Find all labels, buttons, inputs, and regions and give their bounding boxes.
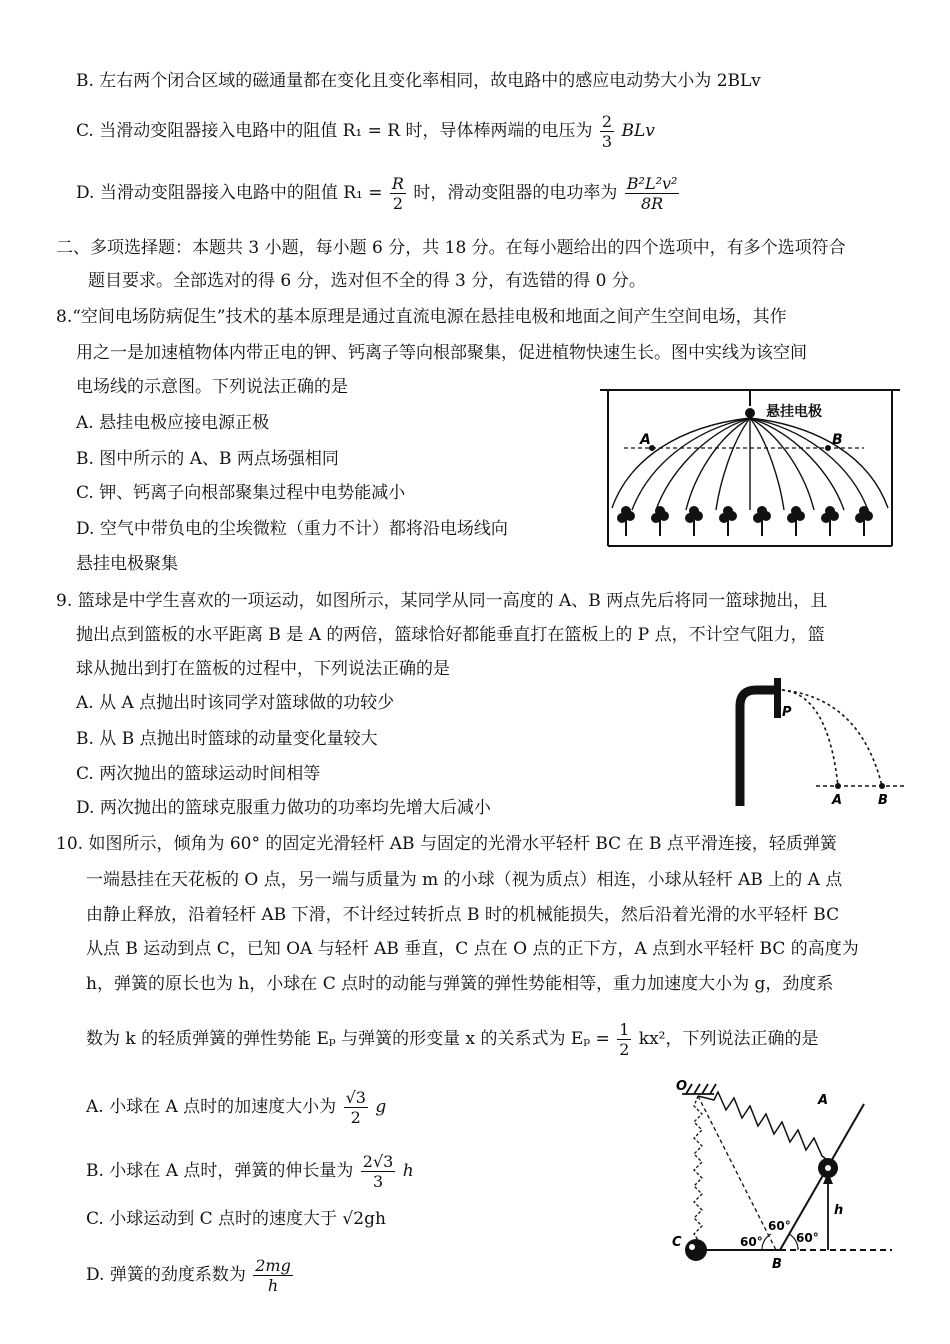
plant-icon — [685, 506, 703, 536]
q10-label-h: h — [834, 1203, 844, 1218]
q9-stem-line2: 抛出点到篮板的水平距离 B 是 A 的两倍，篮球恰好都能垂直打在篮板上的 P 点，不计空气阻力，篮 — [76, 625, 825, 645]
plant-icon — [753, 506, 771, 536]
q8-label-b: B — [832, 432, 843, 448]
q8-electric-field-figure — [590, 378, 910, 550]
q10-rod-ab — [780, 1104, 864, 1250]
q10-stem-line1: 10. 如图所示，倾角为 60° 的固定光滑轻杆 AB 与固定的光滑水平轻杆 BC 在 B 点平滑连接，轻质弹簧 — [56, 834, 837, 854]
q10-ball-highlight — [825, 1165, 831, 1171]
q9-option-a: A. 从 A 点抛出时该同学对篮球做的功较少 — [76, 693, 395, 713]
q7-option-d-mid: 时，滑动变阻器的电功率为 — [413, 183, 618, 203]
q9-label-p: P — [782, 705, 792, 720]
q10-option-a-unit: g — [375, 1097, 387, 1117]
q10-spring — [698, 1092, 830, 1162]
q7-option-b: B. 左右两个闭合区域的磁通量都在变化且变化率相同，故电路中的感应电动势大小为 2BLv — [76, 71, 761, 91]
q10-spring-rod-figure — [668, 1074, 900, 1274]
plant-icon — [651, 506, 669, 536]
q8-electrode — [745, 408, 755, 418]
q10-option-b-fraction: $\frac{2√3}{3}$ — [362, 1152, 394, 1191]
field-line — [750, 418, 888, 508]
q8-option-d-line2: 悬挂电极聚集 — [76, 554, 178, 574]
q10-stem-line6-text: 数为 k 的轻质弹簧的弹性势能 Eₚ 与弹簧的形变量 x 的关系式为 Eₚ = — [86, 1029, 610, 1049]
q8-point-b — [825, 445, 831, 451]
q8-stem-line1: 8.“空间电场防病促生”技术的基本原理是通过直流电源在悬挂电极和地面之间产生空间电场，其作 — [56, 307, 787, 327]
q10-stem-line6-post: kx²，下列说法正确的是 — [638, 1029, 819, 1049]
plant-icon — [821, 506, 839, 536]
q7-option-c-text: C. 当滑动变阻器接入电路中的阻值 R₁ = R 时，导体棒两端的电压为 — [76, 121, 593, 141]
section2-line1: 二、多项选择题：本题共 3 小题，每小题 6 分，共 18 分。在每小题给出的四个选项中，有多个选项符合 — [56, 238, 846, 258]
q10-option-a-fraction: $\frac{√3}{2}$ — [345, 1088, 366, 1127]
q7-option-d-text: D. 当滑动变阻器接入电路中的阻值 R₁ = — [76, 183, 383, 203]
q7-option-c — [76, 112, 655, 151]
field-line — [612, 418, 750, 508]
section2-line2: 题目要求。全部选对的得 6 分，选对但不全的得 3 分，有选错的得 0 分。 — [88, 271, 646, 291]
q9-trajectory-b — [782, 690, 882, 786]
q10-label-a: A — [818, 1093, 829, 1108]
q10-label-b: B — [772, 1257, 782, 1272]
q10-stem-line3: 由静止释放，沿着轻杆 AB 下滑，不计经过转折点 B 时的机械能损失，然后沿着光滑的水平轻杆 BC — [86, 905, 840, 925]
q10-ball-highlight — [689, 1244, 695, 1250]
q10-angle-label-3: 60° — [796, 1231, 819, 1245]
q8-option-b: B. 图中所示的 A、B 两点场强相同 — [76, 449, 339, 469]
q8-option-c: C. 钾、钙离子向根部聚集过程中电势能减小 — [76, 483, 406, 503]
q10-stem-line5: h，弹簧的原长也为 h，小球在 C 点时的动能与弹簧的弹性势能相等，重力加速度大小为 g，劲度系 — [86, 974, 834, 994]
plant-icon — [719, 506, 737, 536]
q10-ceiling — [682, 1084, 716, 1094]
q10-option-d-fraction: $\frac{2mg}{h}$ — [255, 1256, 291, 1295]
q8-plants — [617, 506, 873, 536]
q9-backboard — [774, 678, 781, 718]
plant-icon — [855, 506, 873, 536]
q10-stem-line2: 一端悬挂在天花板的 O 点，另一端与质量为 m 的小球（视为质点）相连，小球从轻杆 AB 上的 A 点 — [86, 870, 843, 890]
field-line — [750, 418, 844, 510]
plant-icon — [787, 506, 805, 536]
q8-stem-line3: 电场线的示意图。下列说法正确的是 — [76, 377, 348, 397]
q10-stem-line4: 从点 B 运动到点 C，已知 OA 与轻杆 AB 垂直，C 点在 O 点的正下方，A 点到水平轻杆 BC 的高度为 — [86, 939, 859, 959]
q8-option-d-line1: D. 空气中带负电的尘埃微粒（重力不计）都将沿电场线向 — [76, 519, 508, 539]
q9-option-c: C. 两次抛出的篮球运动时间相等 — [76, 764, 321, 784]
q8-label-a: A — [640, 432, 651, 448]
q8-stem-line2: 用之一是加速植物体内带正电的钾、钙离子等向根部聚集，促进植物快速生长。图中实线为该空间 — [76, 343, 807, 363]
q9-point-a — [835, 783, 841, 789]
q10-label-o: O — [676, 1079, 688, 1094]
q10-dashed-ob — [698, 1096, 776, 1250]
q10-energy-fraction: $\frac{1}{2}$ — [619, 1020, 630, 1059]
q9-basketball-figure — [720, 676, 910, 812]
q7-option-d-fraction-2: $\frac{\text{B²L²v²}}{8R}$ — [626, 174, 678, 213]
q7-option-c-unit: BLv — [621, 121, 655, 141]
q10-stem-line6 — [86, 1020, 819, 1059]
q9-point-b — [879, 783, 885, 789]
q10-option-a-text: A. 小球在 A 点时的加速度大小为 — [86, 1097, 337, 1117]
q10-label-c: C — [672, 1235, 682, 1250]
q9-hoop-pole — [740, 690, 778, 806]
q7-option-c-fraction: $\frac{2}{3}$ — [601, 112, 613, 151]
q9-label-b: B — [878, 793, 888, 808]
q8-option-a: A. 悬挂电极应接电源正极 — [76, 413, 270, 433]
q8-electrode-label: 悬挂电极 — [766, 404, 822, 420]
q9-stem-line1: 9. 篮球是中学生喜欢的一项运动，如图所示，某同学从同一高度的 A、B 两点先后将同一篮球抛出，且 — [56, 591, 828, 611]
q9-option-d: D. 两次抛出的篮球克服重力做功的功率均先增大后减小 — [76, 798, 491, 818]
q10-option-d-text: D. 弹簧的劲度系数为 — [86, 1265, 246, 1285]
q9-label-a: A — [832, 793, 843, 808]
q10-option-a — [86, 1088, 386, 1127]
q10-option-c: C. 小球运动到 C 点时的速度大于 √2gh — [86, 1209, 386, 1229]
q7-option-d — [76, 174, 681, 213]
q10-ball-at-c — [685, 1239, 707, 1261]
q10-option-b-unit: h — [402, 1161, 414, 1181]
q10-angle-label-2: 60° — [740, 1235, 763, 1249]
q10-dashed-spring — [694, 1096, 702, 1240]
field-line — [656, 418, 750, 510]
q10-option-b-text: B. 小球在 A 点时，弹簧的伸长量为 — [86, 1161, 354, 1181]
q9-stem-line3: 球从抛出到打在篮板的过程中，下列说法正确的是 — [76, 659, 450, 679]
q9-option-b: B. 从 B 点抛出时篮球的动量变化量较大 — [76, 729, 378, 749]
q10-option-d — [86, 1256, 295, 1295]
q8-field-lines — [612, 418, 888, 510]
plant-icon — [617, 506, 635, 536]
q7-option-d-fraction-1: $\frac{R}{2}$ — [391, 174, 404, 213]
q10-angle-label-1: 60° — [768, 1219, 791, 1233]
q10-option-b — [86, 1152, 414, 1191]
